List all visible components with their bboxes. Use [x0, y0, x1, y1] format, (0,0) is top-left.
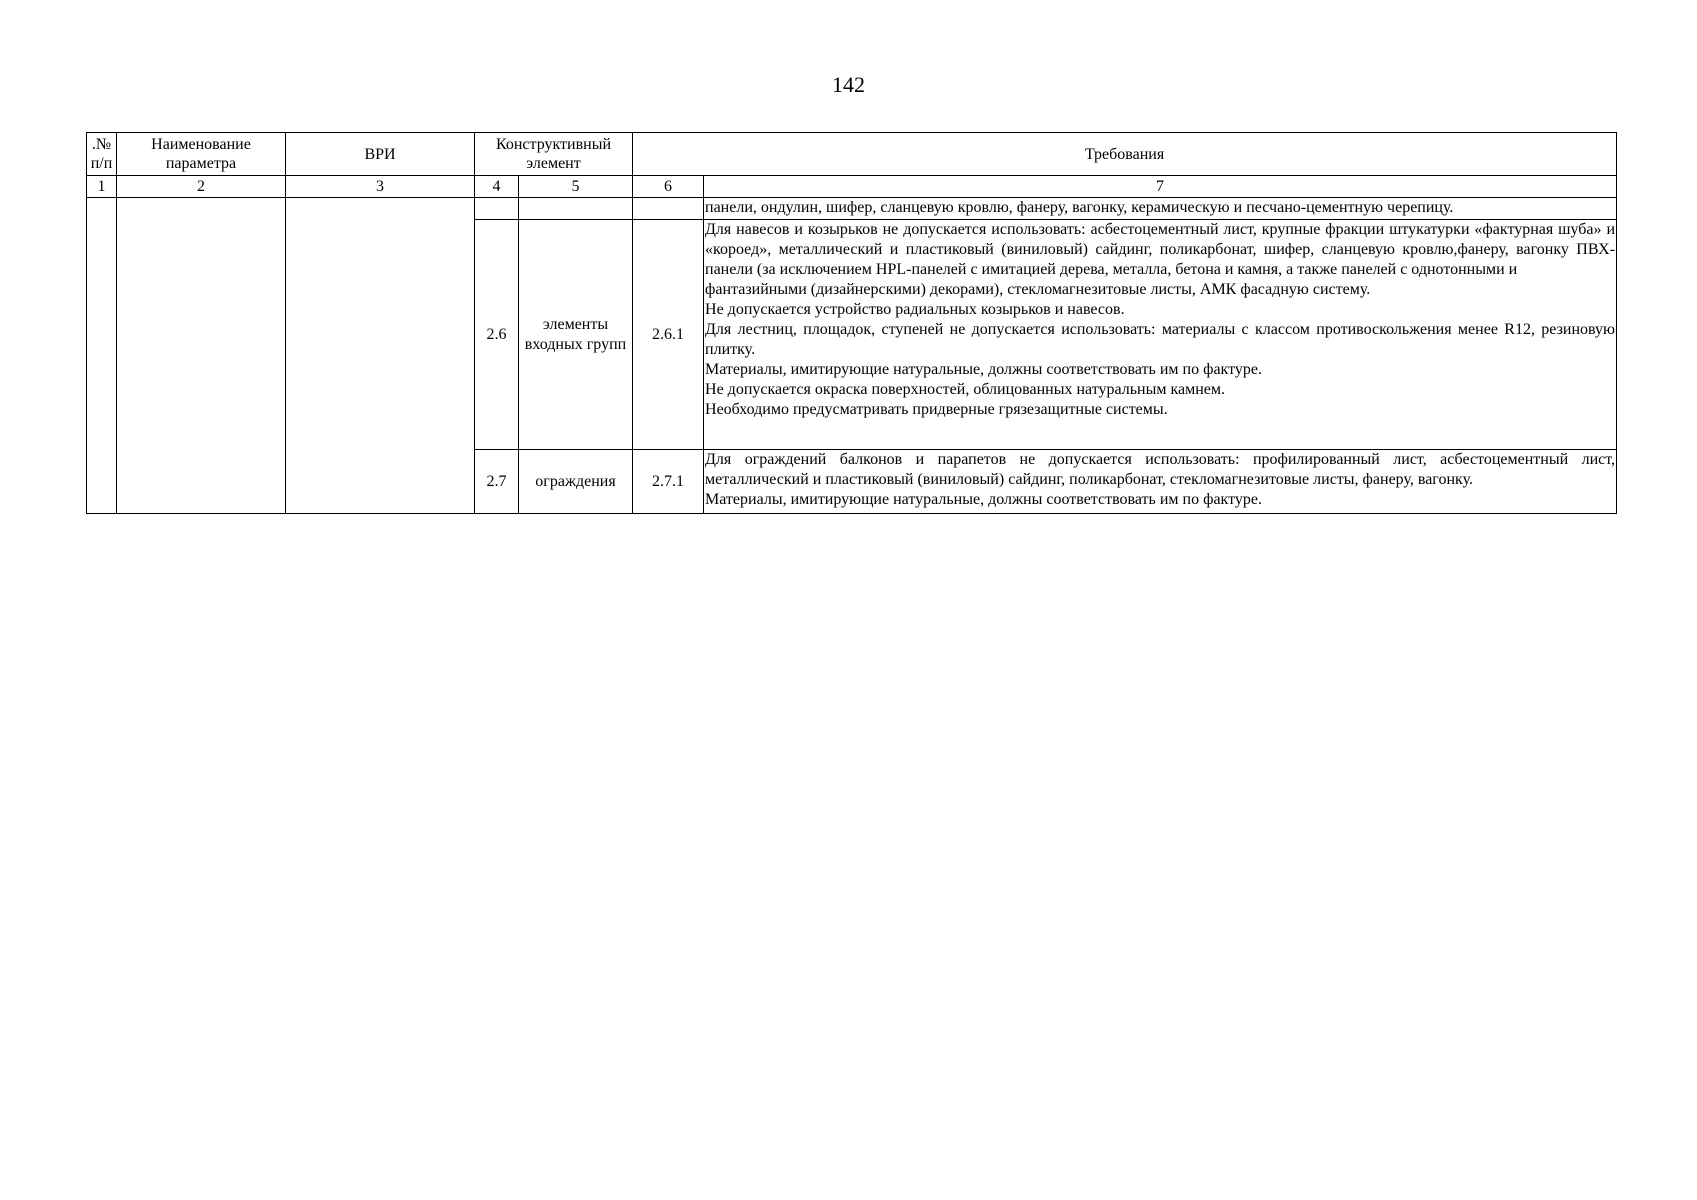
cell-element: элементы входных групп: [519, 220, 633, 450]
cell-vri-empty: [286, 198, 475, 514]
column-number: 3: [286, 176, 475, 198]
requirement-paragraph: панели, ондулин, шифер, сланцевую кровлю, фанеру, вагонку, керамическую и песчано-цементную черепицу.: [705, 199, 1454, 216]
cell-element: ограждения: [519, 450, 633, 514]
requirement-paragraph: Для навесов и козырьков не допускается использовать: асбестоцементный лист, крупные фракции штукатурки «фактурная шуба» и «короед», металлический и пластиковый (виниловый) сайдинг, поликарбонат, шифер, сланцевую кровлю,фанеру, вагонку ПВХ-панели (за исключением HPL-панелей с имитацией дерева, металла, бетона и камня, а также панелей с однотонными и: [705, 221, 1616, 278]
cell-sub-code: 2.6.1: [633, 220, 704, 450]
cell-element: [519, 198, 633, 220]
cell-requirements: [704, 198, 1617, 220]
cell-sub-code: [633, 198, 704, 220]
column-number: 6: [633, 176, 704, 198]
cell-number-empty: [87, 198, 117, 514]
header-parameter-name: Наименование параметра: [117, 133, 286, 176]
header-structural-element: Конструктивный элемент: [475, 133, 633, 176]
page-number: 142: [832, 72, 865, 97]
column-number: 5: [519, 176, 633, 198]
table-header-row: [87, 133, 1617, 176]
requirements-table: [86, 132, 1617, 514]
cell-requirements: [704, 220, 1617, 450]
cell-sub-code: 2.7.1: [633, 450, 704, 514]
column-number: 2: [117, 176, 286, 198]
requirement-paragraph: Не допускается устройство радиальных козырьков и навесов.: [705, 301, 1125, 318]
requirement-paragraph: Материалы, имитирующие натуральные, должны соответствовать им по фактуре.: [705, 361, 1262, 378]
requirement-paragraph: Для ограждений балконов и парапетов не допускается использовать: профилированный лист, асбестоцементный лист, металлический и пластиковый (виниловый) сайдинг, поликарбонат, стекломагнезитовые листы, фанеру, вагонку.: [705, 451, 1616, 488]
cell-code: 2.6: [475, 220, 519, 450]
cell-requirements: [704, 450, 1617, 514]
column-number: 7: [704, 176, 1617, 198]
header-number: .№ п/п: [87, 133, 117, 176]
requirement-paragraph: Материалы, имитирующие натуральные, должны соответствовать им по фактуре.: [705, 491, 1262, 508]
header-requirements: Требования: [633, 133, 1617, 176]
requirement-paragraph: фантазийными (дизайнерскими) декорами), стекломагнезитовые листы, АМК фасадную систему.: [705, 281, 1371, 298]
cell-code: 2.7: [475, 450, 519, 514]
requirement-paragraph: Для лестниц, площадок, ступеней не допускается использовать: материалы с классом противоскольжения менее R12, резиновую плитку.: [705, 321, 1616, 358]
requirement-paragraph: Не допускается окраска поверхностей, облицованных натуральным камнем.: [705, 381, 1226, 398]
header-vri: ВРИ: [286, 133, 475, 176]
column-number: 1: [87, 176, 117, 198]
column-numbers-row: [87, 176, 1617, 198]
cell-code: [475, 198, 519, 220]
requirement-paragraph: Необходимо предусматривать придверные грязезащитные системы.: [705, 401, 1168, 418]
cell-parameter-empty: [117, 198, 286, 514]
table-row: [87, 198, 1617, 220]
column-number: 4: [475, 176, 519, 198]
